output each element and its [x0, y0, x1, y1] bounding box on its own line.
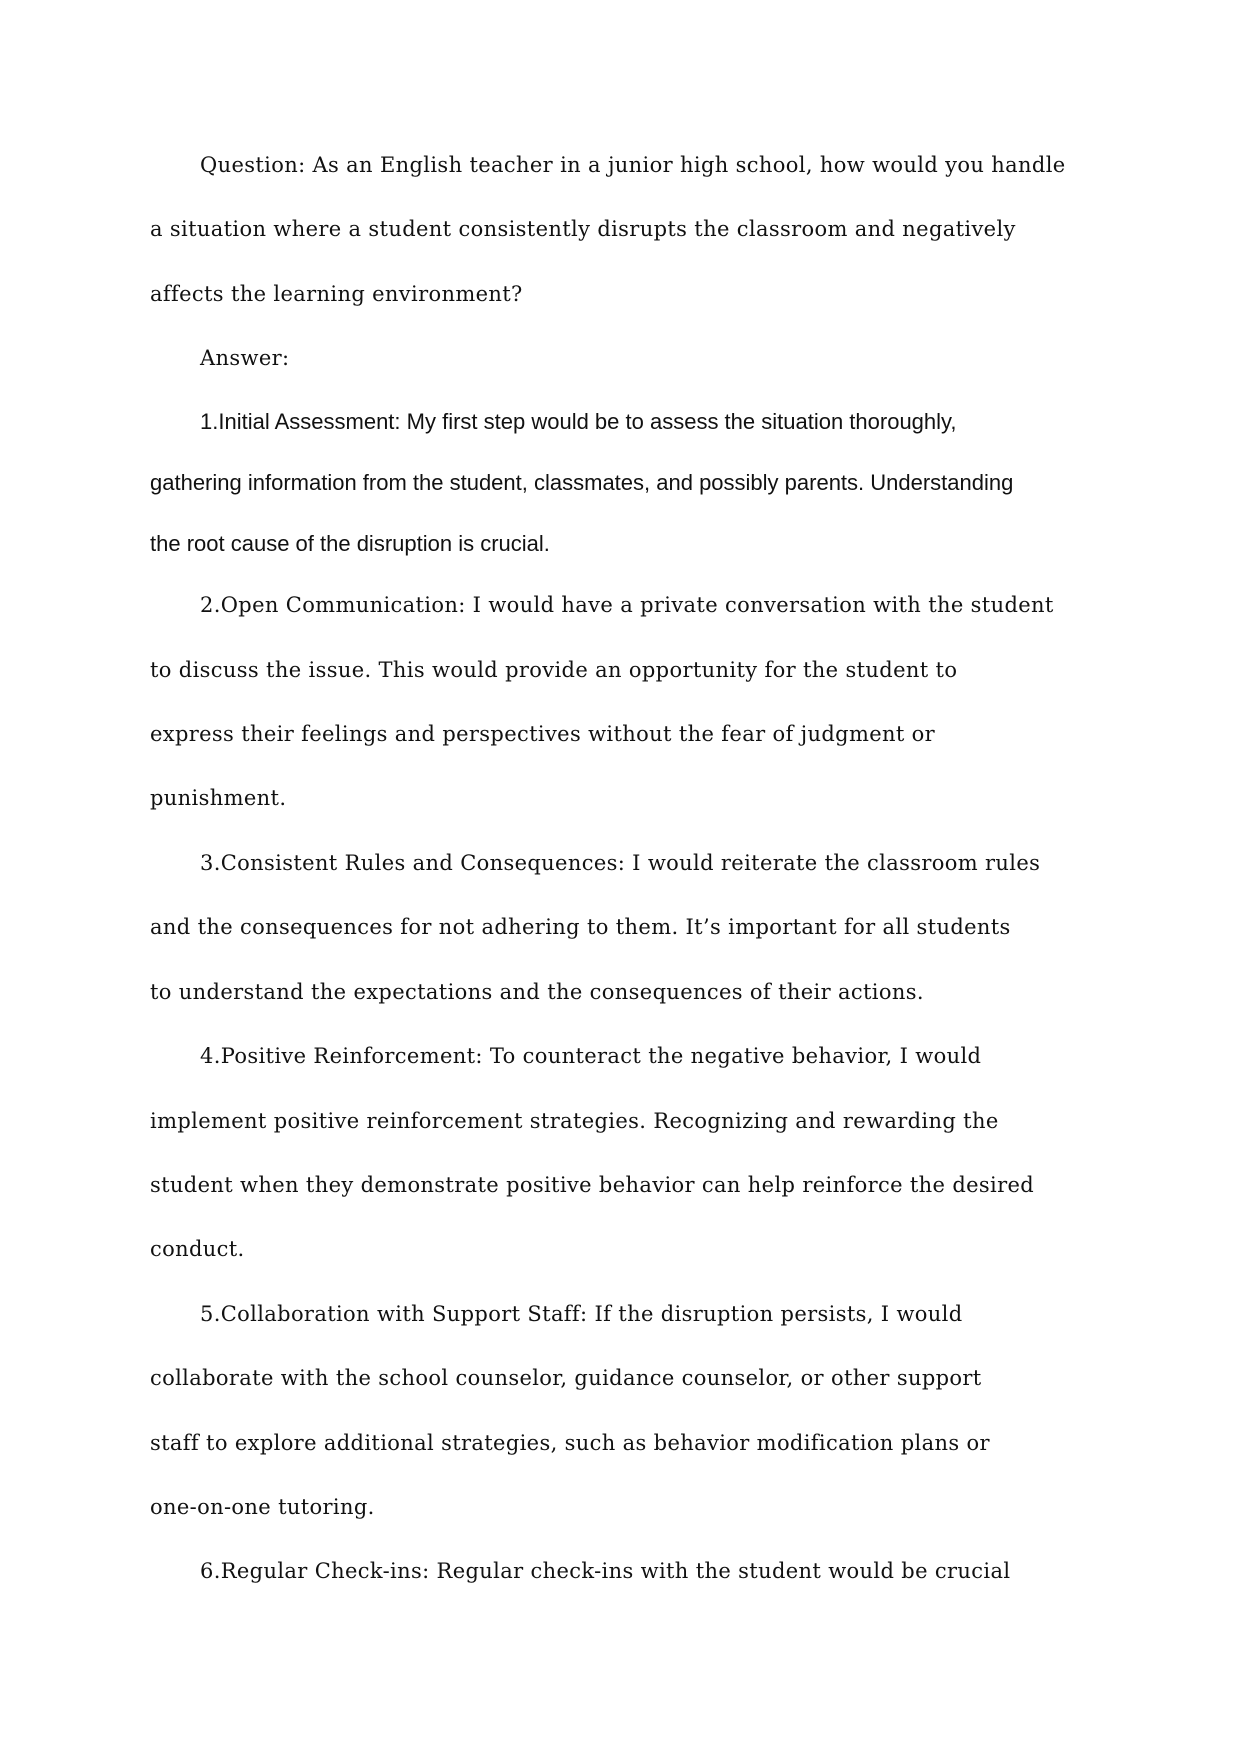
answer-item-line: the root cause of the disruption is crucial. — [150, 531, 550, 556]
answer-item-line: implement positive reinforcement strategies. Recognizing and rewarding the — [150, 1109, 999, 1133]
answer-item-line: to understand the expectations and the consequences of their actions. — [150, 980, 924, 1004]
answer-item-line: punishment. — [150, 786, 287, 810]
answer-item-line: to discuss the issue. This would provide an opportunity for the student to — [150, 658, 958, 682]
answer-item-line: student when they demonstrate positive behavior can help reinforce the desired — [150, 1173, 1035, 1197]
answer-item-line: collaborate with the school counselor, guidance counselor, or other support — [150, 1366, 982, 1390]
answer-item-line: one-on-one tutoring. — [150, 1495, 375, 1519]
answer-item-line: 2.Open Communication: I would have a private conversation with the student — [200, 593, 1054, 617]
question-line: a situation where a student consistently disrupts the classroom and negatively — [150, 217, 1016, 241]
answer-item-line: express their feelings and perspectives without the fear of judgment or — [150, 722, 936, 746]
question-line: Question: As an English teacher in a junior high school, how would you handle — [200, 153, 1066, 177]
answer-label: Answer: — [200, 346, 290, 370]
answer-item-line: 1.Initial Assessment: My first step would be to assess the situation thoroughly, — [200, 409, 957, 434]
answer-item-line: conduct. — [150, 1237, 245, 1261]
question-line: affects the learning environment? — [150, 282, 523, 306]
answer-item-line: staff to explore additional strategies, such as behavior modification plans or — [150, 1431, 990, 1455]
answer-item-line: gathering information from the student, classmates, and possibly parents. Understanding — [150, 470, 1014, 495]
answer-item-line: 3.Consistent Rules and Consequences: I would reiterate the classroom rules — [200, 851, 1041, 875]
answer-item-line: and the consequences for not adhering to them. It’s important for all students — [150, 915, 1011, 939]
answer-item-line: 5.Collaboration with Support Staff: If the disruption persists, I would — [200, 1302, 963, 1326]
answer-item-line: 6.Regular Check-ins: Regular check-ins with the student would be crucial — [200, 1559, 1011, 1583]
answer-item-line: 4.Positive Reinforcement: To counteract the negative behavior, I would — [200, 1044, 982, 1068]
